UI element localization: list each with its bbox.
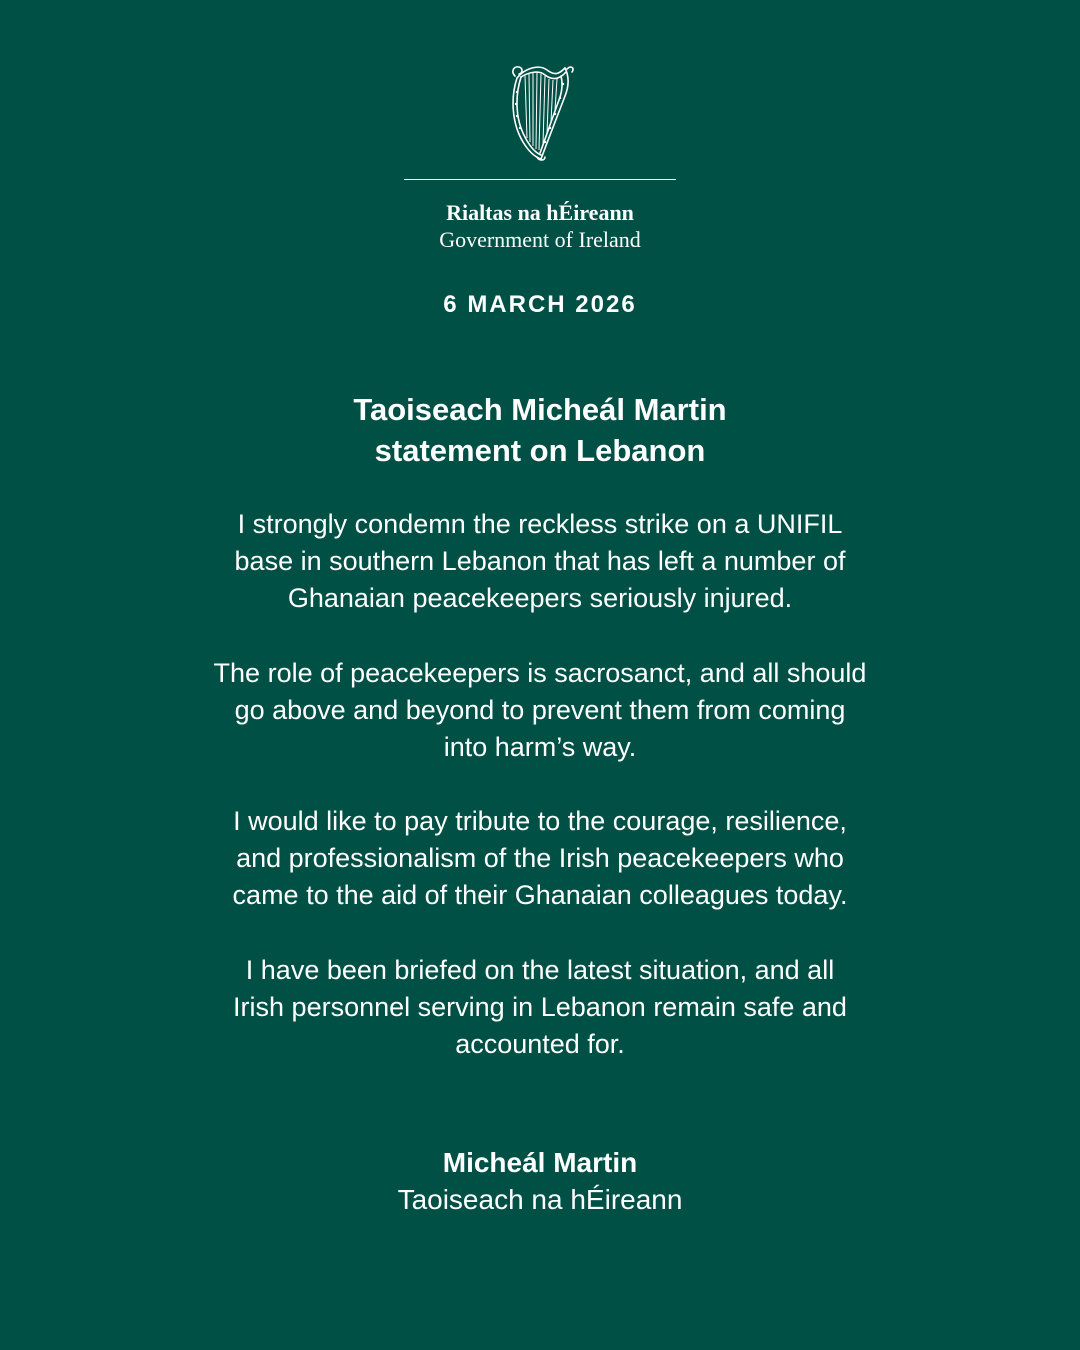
- paragraph-line: came to the aid of their Ghanaian colleagues today.: [232, 880, 848, 910]
- statement-title-line-1: Taoiseach Micheál Martin: [353, 392, 727, 427]
- paragraph-line: The role of peacekeepers is sacrosanct, and all should: [213, 658, 867, 688]
- paragraph-line: base in southern Lebanon that has left a number of: [234, 546, 846, 576]
- paragraph-line: I strongly condemn the reckless strike on a UNIFIL: [237, 509, 843, 539]
- government-name-irish: Rialtas na hÉireann: [446, 200, 634, 225]
- paragraph-line: Ghanaian peacekeepers seriously injured.: [287, 583, 793, 613]
- statement-paragraph: [130, 952, 950, 1063]
- paragraph-line: and professionalism of the Irish peacekeepers who: [236, 843, 844, 873]
- paragraph-line: go above and beyond to prevent them from coming: [234, 695, 846, 725]
- signature-name: Micheál Martin: [442, 1147, 638, 1178]
- paragraph-line: accounted for.: [455, 1029, 625, 1059]
- paragraph-line: I would like to pay tribute to the courage, resilience,: [233, 806, 847, 836]
- signature-role: Taoiseach na hÉireann: [397, 1184, 683, 1215]
- statement-paragraph: [130, 506, 950, 617]
- paragraph-line: Irish personnel serving in Lebanon remain safe and: [233, 992, 847, 1022]
- paragraph-line: into harm’s way.: [443, 732, 637, 762]
- harp-icon: [503, 62, 577, 162]
- paragraph-line: I have been briefed on the latest situation, and all: [245, 955, 835, 985]
- header-divider: [404, 179, 676, 180]
- statement-paragraph: [130, 803, 950, 914]
- statement-date: 6 MARCH 2026: [443, 291, 637, 318]
- statement-title-line-2: statement on Lebanon: [374, 433, 706, 468]
- government-name-english: Government of Ireland: [439, 227, 641, 252]
- statement-paragraph: [130, 655, 950, 766]
